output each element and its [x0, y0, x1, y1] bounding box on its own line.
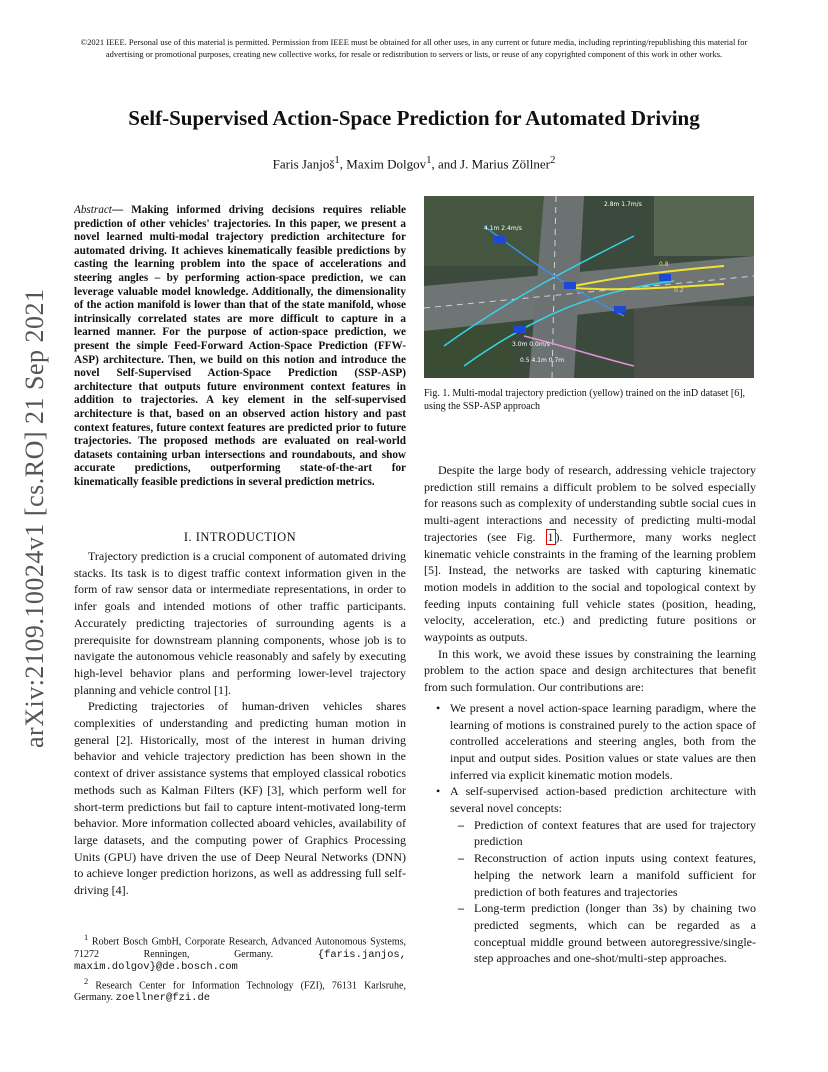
figure-label: 0.2 — [674, 287, 684, 294]
list-item: – Prediction of context features that are used for trajectory prediction — [474, 817, 756, 850]
figure-1-image — [424, 196, 754, 378]
affiliation-mark: 1 — [426, 154, 432, 166]
figure-caption: Fig. 1. Multi-modal trajectory prediction (yellow) trained on the inD dataset [6], using the SSP-ASP approach — [424, 388, 746, 412]
list-item: – Reconstruction of action inputs using context features, helping the network learn a manifold sufficient for prediction of both features and trajectories — [474, 850, 756, 900]
copyright-notice: ©2021 IEEE. Personal use of this material is permitted. Permission from IEEE must be obtained for all other uses, in any current or future media, including reprinting/republishing this material for advertising or promotional purposes, creating new collective works, for resale or redistribution to servers or lists, or reuse of any copyrighted component of this work in other works. — [80, 37, 748, 59]
sub-list — [450, 817, 756, 967]
figure-reference-link[interactable]: 1 — [547, 529, 554, 544]
list-item: – Long-term prediction (longer than 3s) by chaining two predicted segments, which can be regarded as a conceptual middle ground between autoregressive/single-step approaches and one-shot/multi-step approaches. — [474, 900, 756, 967]
figure-label: 2.8m 1.7m/s — [604, 201, 642, 208]
author-list: Faris Janjoš$^1$, Maxim Dolgov$^1$, and J. Marius Zöllner$^2$ — [272, 154, 556, 172]
paragraph: Trajectory prediction is a crucial component of automated driving stacks. Its task is to digest traffic context information given in the form of raw sensor data or intermediate representations, in order to infer goals and intended motions of other traffic participants. Accurately predicting trajectories of surrounding agents is a prerequisite for downstream planning components, whose job is to navigate the autonomous vehicle reasonably and safely by executing high-level behavior plans and performing lower-level trajectory planning and vehicle control [1]. — [74, 549, 406, 697]
paragraph: Predicting trajectories of human-driven vehicles shares complexities of understanding and predicting human motion in general [2]. Historically, most of the interest in human driving behavior and vehicle trajectory prediction has been shown in the context of driver assistance systems that employed classical robotics methods such as Kalman Filters (KF) [3], which perform well for short-term predictions but fail to capture intent-motivated long-term behavior. More information collected aboard vehicles, availability of large datasets, and the computing power of Graphics Processing Units (GPU) have driven the use of Deep Neural Networks (DNN) to achieve longer prediction horizons, as well as addressing full self-driving [4]. — [74, 699, 406, 898]
abstract-label: Abstract — [74, 204, 112, 216]
right-column-body — [424, 462, 756, 967]
affiliation-mark: 2 — [549, 154, 556, 166]
list-item: • A self-supervised action-based prediction architecture with several novel concepts: – Prediction of context features that are used for trajectory prediction – Reconstruction of action inputs using context features, helping the network learn a manifold sufficient for prediction of both features and trajectories – Long-term prediction (longer than 3s) by chaining two predicted segments, which can be regarded as a conceptual middle ground between autoregressive/single-step approaches and one-shot/multi-step approaches. — [450, 783, 756, 967]
email-link[interactable]: {faris.janjos, maxim.dolgov}@de.bosch.com — [74, 948, 407, 974]
introduction-body — [74, 548, 406, 899]
arxiv-identifier[interactable]: arXiv:2109.10024v1 [cs.RO] 21 Sep 2021 — [20, 288, 49, 748]
author-2: Maxim Dolgov — [346, 156, 427, 172]
paragraph: Despite the large body of research, addressing vehicle trajectory prediction still remains a difficult problem to be solved especially for reasons such as complexity of understanding subtle social cues in multi-agent interactions and necessity of predicting multi-modal trajectories (see Fig. 1 ). Furthermore, many works neglect kinematic vehicle constraints in the framing of the learning problem [5]. Instead, the networks are tasked with capturing kinematic motion models in addition to the social and topological context by feeding inputs containing full vehicle states (position, heading, velocity, acceleration, etc.) and predicting future positions or waypoints as outputs. — [424, 463, 756, 645]
list-item: • We present a novel action-space learning paradigm, where the learning of motions is constrained purely to the action space of controlled accelerations and steering angles, both from the input and output sides. Position values or state values are then inferred via explicit kinematic motion models. — [450, 700, 756, 784]
figure-label: 0.5 4.1m 0.7m — [520, 357, 565, 364]
author-3: and J. Marius Zöllner — [438, 156, 550, 172]
figure-label: 4.1m 2.4m/s — [484, 225, 522, 232]
footnote-2: $^2$ Research Center for Information Technology (FZI), 76131 Karlsruhe, Germany. zoellner@fzi.de — [74, 976, 406, 1005]
aerial-intersection-image — [424, 196, 754, 378]
affiliation-mark: 1 — [334, 154, 340, 166]
footnote-1: $^1$ Robert Bosch GmbH, Corporate Research, Advanced Autonomous Systems, 71272 Renningen, Germany. {faris.janjos, maxim.dolgov}@de.bosch.com — [74, 933, 407, 974]
figure-label: 3.0m 0.0m/s — [512, 341, 550, 348]
footnotes — [74, 932, 406, 1007]
contribution-list — [424, 700, 756, 967]
figure-label: 0.8 — [659, 261, 669, 268]
paper-title: Self-Supervised Action-Space Prediction for Automated Driving — [128, 106, 700, 130]
author-1: Faris Janjoš — [272, 156, 335, 172]
section-heading: I. INTRODUCTION — [183, 530, 297, 544]
abstract — [74, 204, 406, 489]
paragraph: In this work, we avoid these issues by constraining the learning problem to the action space and design architectures that benefit from such formulation. Our contributions are: — [424, 646, 756, 695]
email-link[interactable]: zoellner@fzi.de — [115, 992, 211, 1005]
abstract-text: — Making informed driving decisions requires reliable prediction of other vehicles' trajectories. In this paper, we present a novel learned multi-modal trajectory prediction architecture for automated driving. It achieves kinematically feasible predictions by casting the learning problem into the space of accelerations and steering angles – by performing action-space prediction, we can leverage valuable model knowledge. Additionally, the dimensionality of the action manifold is lower than that of the state manifold, whose intrinsically correlated states are more difficult to capture in a learned manner. For the purpose of action-space prediction, we present the simple Feed-Forward Action-Space Prediction (FFW-ASP) architecture. Then, we build on this notion and introduce the novel Self-Supervised Action-Space Prediction (SSP-ASP) architecture that outputs future environment context features in addition to trajectories. A key element in the self-supervised architecture is that, based on an observed action history and past context features, future context features are predicted prior to future trajectories. The proposed methods are evaluated on real-world datasets containing urban intersections and roundabouts, and show accurate predictions, outperforming state-of-the-art for kinematically feasible predictions in several prediction metrics. — [74, 204, 406, 488]
